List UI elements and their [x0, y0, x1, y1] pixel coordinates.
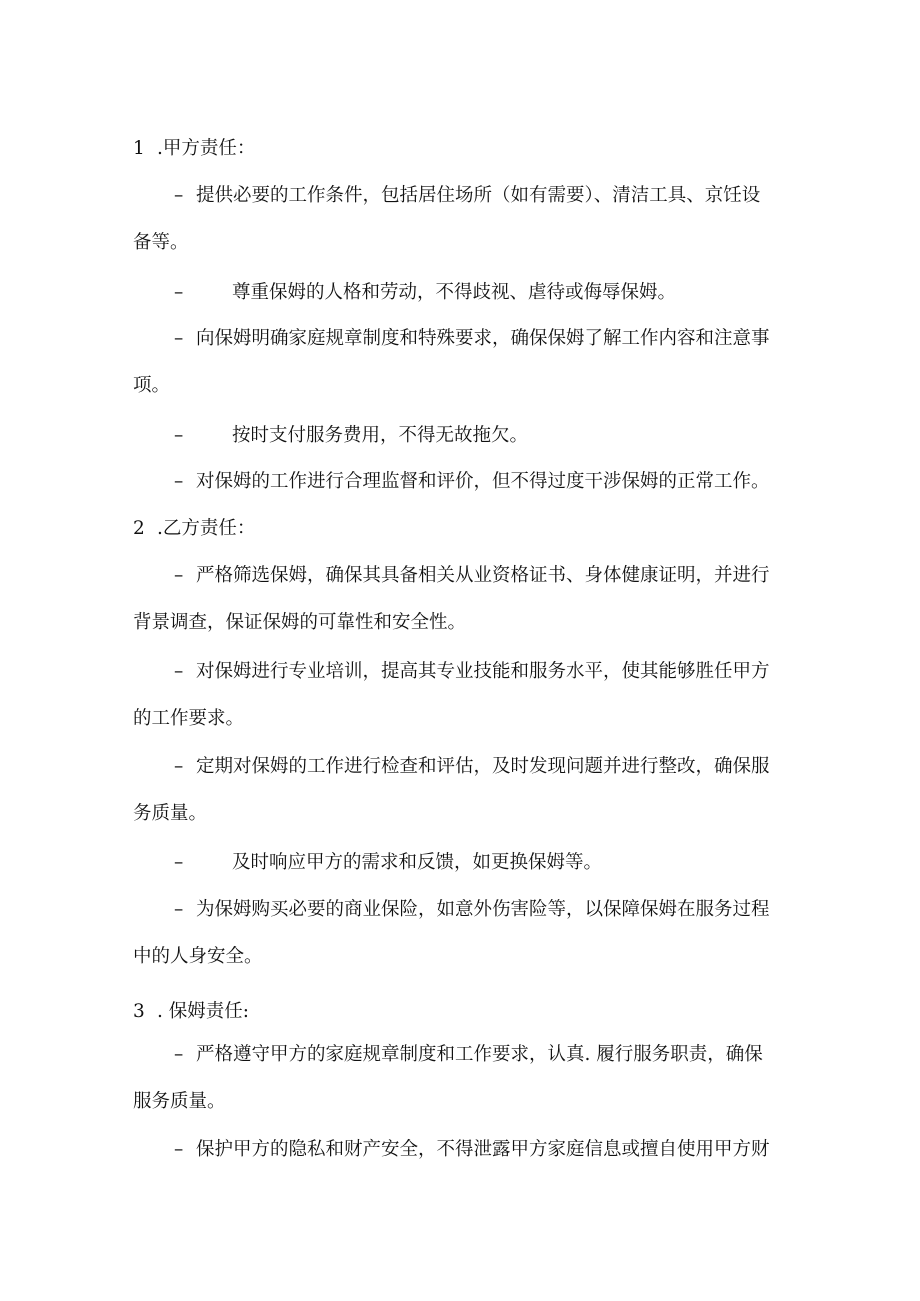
item-continuation: 项。: [133, 375, 171, 396]
item-continuation: 的工作要求。: [133, 708, 245, 729]
dash-marker: –: [174, 756, 184, 777]
list-item: [174, 564, 770, 588]
section-2-heading: [133, 517, 255, 541]
item-continuation: 中的人身安全。: [133, 946, 263, 967]
section-3-heading: [133, 1000, 249, 1024]
list-item: [174, 470, 770, 494]
list-item: [174, 851, 602, 875]
item-text: 定期对保姆的工作进行检查和评估，及时发现问题并进行整改，确保服: [196, 756, 770, 777]
item-text: 严格遵守甲方的家庭规章制度和工作要求，认真. 履行服务职责，确保: [196, 1044, 763, 1065]
dash-marker: –: [174, 425, 184, 446]
list-item: [174, 327, 770, 351]
dash-marker: –: [174, 328, 184, 349]
list-item: [174, 281, 676, 305]
item-text: 向保姆明确家庭规章制度和特殊要求，确保保姆了解工作内容和注意事: [196, 328, 770, 349]
dash-marker: –: [174, 471, 184, 492]
list-item: [174, 184, 760, 208]
item-text: 对保姆进行专业培训，提高其专业技能和服务水平，使其能够胜任甲方: [196, 661, 770, 682]
item-continuation: 背景调查，保证保姆的可靠性和安全性。: [133, 612, 467, 633]
section-title: .乙方责任：: [157, 518, 256, 539]
dash-marker: –: [174, 185, 184, 206]
item-continuation: 务质量。: [133, 803, 208, 824]
item-text: 对保姆的工作进行合理监督和评价，但不得过度干涉保姆的正常工作。: [196, 471, 770, 492]
dash-marker: –: [174, 899, 184, 920]
list-item: [174, 1138, 770, 1162]
dash-marker: –: [174, 282, 184, 303]
dash-marker: –: [174, 852, 184, 873]
dash-marker: –: [174, 1139, 184, 1160]
dash-marker: –: [174, 661, 184, 682]
list-item: [174, 755, 770, 779]
item-text: 尊重保姆的人格和劳动，不得歧视、虐待或侮辱保姆。: [232, 282, 677, 303]
list-item: [174, 424, 528, 448]
item-continuation: 服务质量。: [133, 1091, 226, 1112]
section-number: 1: [133, 138, 145, 159]
list-item: [174, 1043, 763, 1067]
item-text: 及时响应甲方的需求和反馈，如更换保姆等。: [232, 852, 603, 873]
list-item: [174, 898, 770, 922]
dash-marker: –: [174, 1044, 184, 1065]
section-title: . 保姆责任:: [157, 1001, 249, 1022]
item-text: 提供必要的工作条件，包括居住场所（如有需要）、清洁工具、京饪设: [196, 185, 761, 206]
item-text: 按时支付服务费用，不得无故拖欠。: [232, 425, 529, 446]
item-text: 保护甲方的隐私和财产安全，不得泄露甲方家庭信息或擅自使用甲方财: [196, 1139, 770, 1160]
section-number: 3: [133, 1001, 145, 1022]
item-text: 为保姆购买必要的商业保险，如意外伤害险等，以保障保姆在服务过程: [196, 899, 770, 920]
item-text: 严格筛选保姆，确保其具备相关从业资格证书、身体健康证明，并进行: [196, 565, 770, 586]
section-number: 2: [133, 518, 145, 539]
dash-marker: –: [174, 565, 184, 586]
section-title: .甲方责任：: [157, 138, 256, 159]
item-continuation: 备等。: [133, 232, 189, 253]
list-item: [174, 660, 770, 684]
section-1-heading: [133, 137, 255, 161]
